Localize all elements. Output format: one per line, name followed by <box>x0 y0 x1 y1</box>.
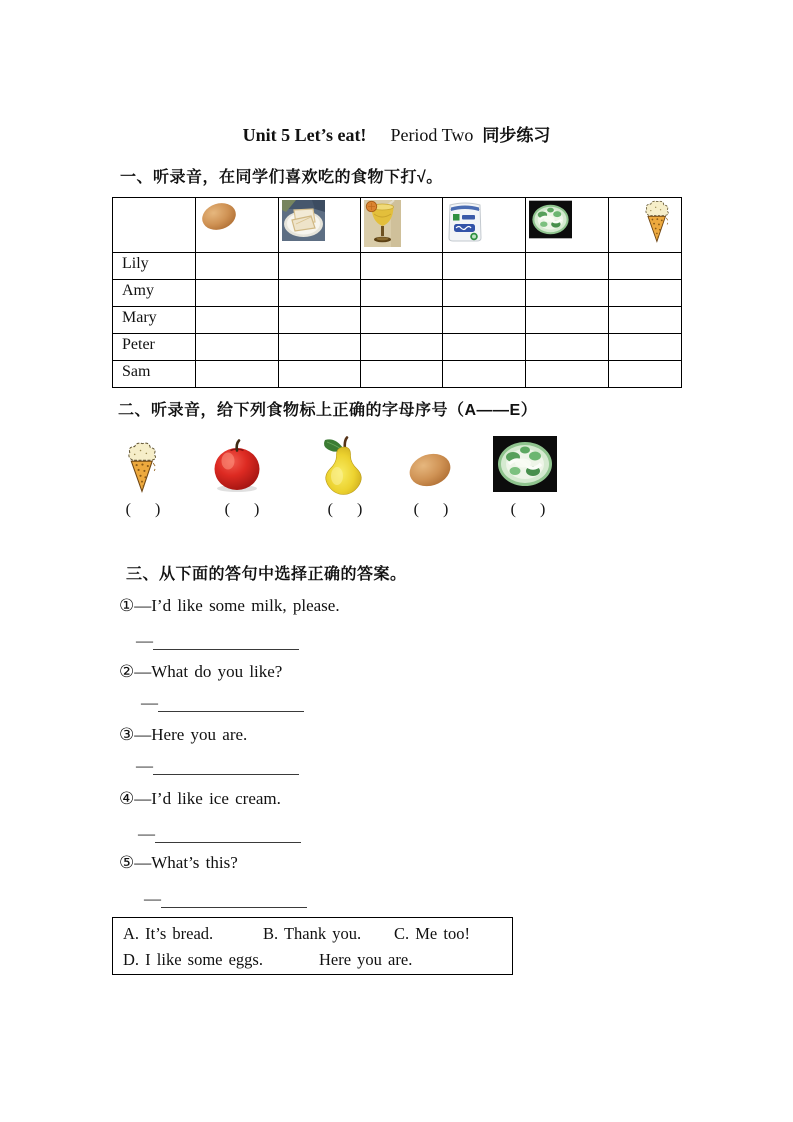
bread-icon <box>282 200 325 241</box>
check-cell[interactable] <box>196 361 279 388</box>
answer-box-row-1 <box>123 921 512 947</box>
check-cell[interactable] <box>609 361 682 388</box>
title-english: Unit 5 Let’s eat! <box>242 125 367 145</box>
title-chinese: 同步练习 <box>482 126 551 145</box>
listening-grid-table <box>112 197 682 388</box>
answer-blank-4[interactable]: — <box>138 827 301 845</box>
check-cell[interactable] <box>361 253 443 280</box>
answer-blank-1[interactable]: — <box>136 634 299 652</box>
food-header-row <box>113 198 682 253</box>
question-number: ① <box>119 596 135 616</box>
title-period: Period Two <box>390 125 474 145</box>
header-cell-juice <box>361 198 443 253</box>
answer-bracket[interactable]: ( ) <box>413 501 449 518</box>
check-cell[interactable] <box>526 253 609 280</box>
student-name: Amy <box>113 280 196 307</box>
check-cell[interactable] <box>526 307 609 334</box>
check-cell[interactable] <box>609 253 682 280</box>
answer-bracket[interactable]: ( ) <box>224 501 260 518</box>
egg-icon <box>199 200 239 233</box>
table-row <box>113 280 682 307</box>
check-cell[interactable] <box>526 334 609 361</box>
check-cell[interactable] <box>279 253 361 280</box>
check-cell[interactable] <box>443 253 526 280</box>
question-text: —I’d like ice cream. <box>134 789 281 808</box>
milk-icon <box>446 200 484 243</box>
page-title <box>0 124 793 147</box>
check-cell[interactable] <box>279 334 361 361</box>
table-row <box>113 253 682 280</box>
check-cell[interactable] <box>443 361 526 388</box>
blank-line[interactable] <box>153 759 299 775</box>
check-cell[interactable] <box>196 253 279 280</box>
header-cell-vegetable <box>526 198 609 253</box>
question-number: ② <box>119 662 135 682</box>
question-2 <box>119 662 282 682</box>
vegetable-dish-icon <box>493 436 557 492</box>
student-name: Peter <box>113 334 196 361</box>
question-number: ③ <box>119 725 135 745</box>
vegetable-dish-icon <box>529 200 572 239</box>
blank-line[interactable] <box>153 634 299 650</box>
pear-icon <box>317 436 370 496</box>
check-cell[interactable] <box>361 280 443 307</box>
question-text: —What do you like? <box>134 662 283 681</box>
answer-box <box>112 917 513 975</box>
table-row <box>113 334 682 361</box>
answer-blank-5[interactable]: — <box>144 892 307 910</box>
check-cell[interactable] <box>361 334 443 361</box>
answer-bracket[interactable]: ( ) <box>510 501 546 518</box>
question-4 <box>119 789 281 809</box>
juice-icon <box>364 200 401 247</box>
section2-item-pear <box>317 436 370 501</box>
check-cell[interactable] <box>279 280 361 307</box>
check-cell[interactable] <box>526 361 609 388</box>
egg-icon <box>406 450 454 490</box>
blank-line[interactable] <box>161 892 307 908</box>
check-cell[interactable] <box>443 280 526 307</box>
check-cell[interactable] <box>609 280 682 307</box>
blank-line[interactable] <box>155 827 301 843</box>
question-text: —Here you are. <box>134 725 248 744</box>
student-name: Lily <box>113 253 196 280</box>
header-cell-ice-cream <box>609 198 682 253</box>
check-cell[interactable] <box>279 307 361 334</box>
question-number: ⑤ <box>119 853 135 873</box>
section2-heading: 二、听录音，给下列食物标上正确的字母序号（A——E） <box>118 402 538 419</box>
blank-line[interactable] <box>158 696 304 712</box>
option-a: A. It’s bread. <box>123 924 214 943</box>
answer-bracket[interactable]: ( ) <box>125 501 161 518</box>
apple-icon <box>207 438 267 494</box>
section2-item-vegetable <box>493 436 557 497</box>
check-cell[interactable] <box>196 307 279 334</box>
question-text: —I’d like some milk, please. <box>134 596 340 615</box>
option-b: B. Thank you. <box>263 924 362 943</box>
student-name: Mary <box>113 307 196 334</box>
header-cell-egg <box>196 198 279 253</box>
section3-heading: 三、从下面的答句中选择正确的答案。 <box>126 566 407 583</box>
question-3 <box>119 725 247 745</box>
section2-item-apple <box>207 438 267 499</box>
answer-blank-2[interactable]: — <box>141 696 304 714</box>
table-row <box>113 307 682 334</box>
section1-heading: 一、听录音，在同学们喜欢吃的食物下打√。 <box>120 169 443 186</box>
answer-box-row-2 <box>123 947 512 973</box>
check-cell[interactable] <box>361 361 443 388</box>
check-cell[interactable] <box>526 280 609 307</box>
question-5 <box>119 853 238 873</box>
check-cell[interactable] <box>609 307 682 334</box>
question-1 <box>119 596 340 616</box>
question-text: —What’s this? <box>134 853 238 872</box>
answer-blank-3[interactable]: — <box>136 759 299 777</box>
section2-item-egg <box>406 450 454 495</box>
header-cell-milk <box>443 198 526 253</box>
option-e: Here you are. <box>319 950 413 969</box>
ice-cream-icon <box>123 441 160 495</box>
check-cell[interactable] <box>279 361 361 388</box>
ice-cream-icon <box>639 200 674 244</box>
check-cell[interactable] <box>443 334 526 361</box>
option-d: D. I like some eggs. <box>123 950 263 969</box>
check-cell[interactable] <box>196 280 279 307</box>
section2-item-ice-cream <box>123 441 160 500</box>
answer-bracket[interactable]: ( ) <box>327 501 363 518</box>
corner-cell <box>113 198 196 253</box>
check-cell[interactable] <box>609 334 682 361</box>
check-cell[interactable] <box>443 307 526 334</box>
option-c: C. Me too! <box>394 924 470 943</box>
student-name: Sam <box>113 361 196 388</box>
header-cell-bread <box>279 198 361 253</box>
question-number: ④ <box>119 789 135 809</box>
table-row <box>113 361 682 388</box>
check-cell[interactable] <box>196 334 279 361</box>
check-cell[interactable] <box>361 307 443 334</box>
